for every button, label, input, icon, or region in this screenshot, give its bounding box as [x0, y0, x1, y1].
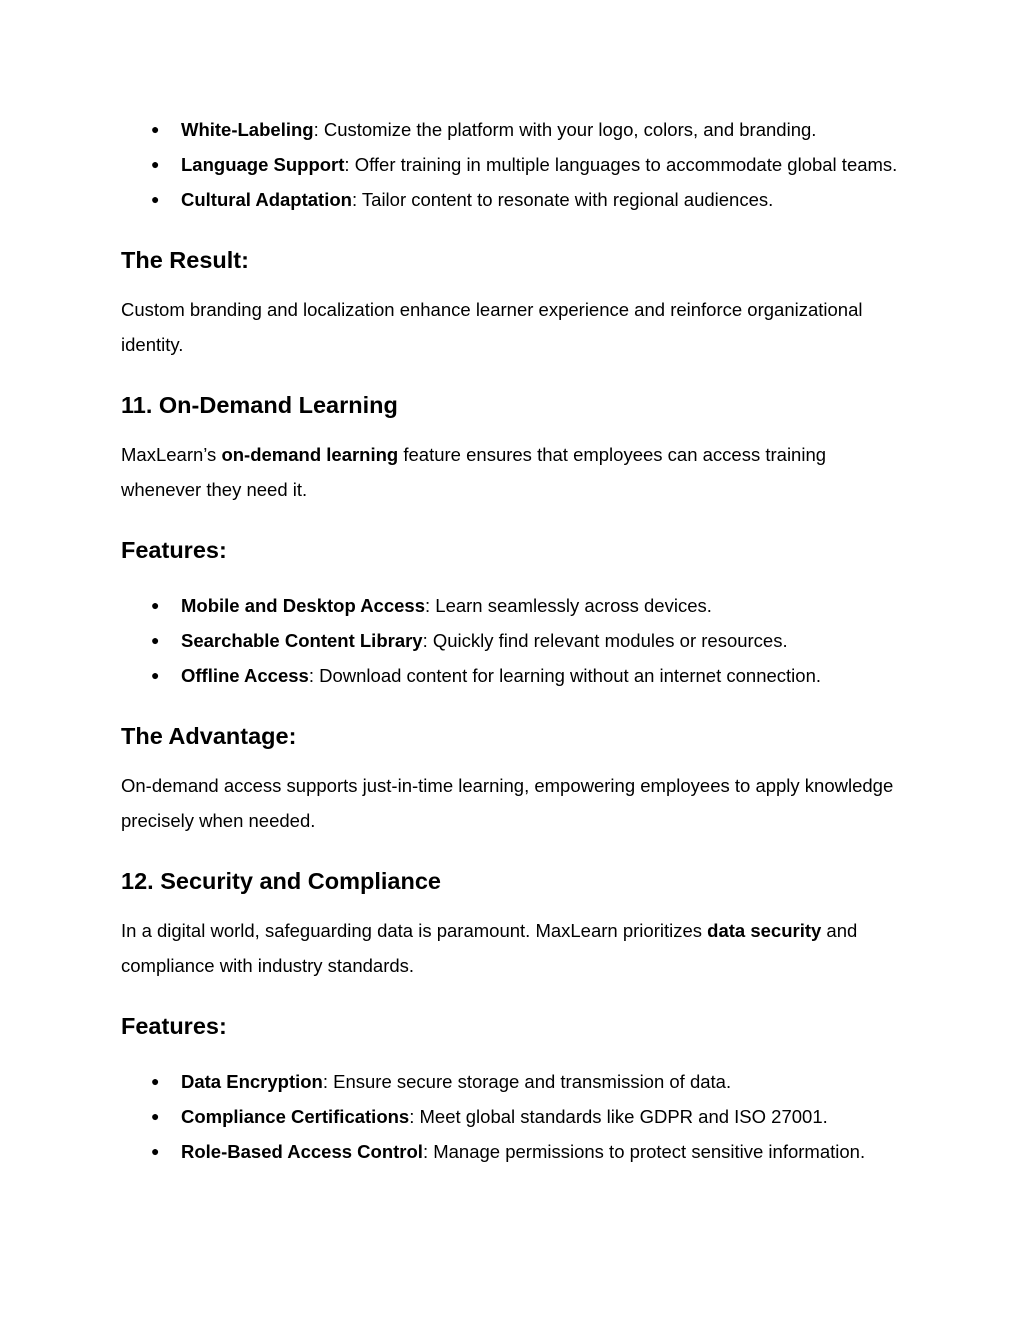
security-bold-term: data security	[707, 920, 822, 941]
bullet-icon: ●	[151, 597, 160, 613]
list-item	[121, 1099, 901, 1134]
features-heading: Features:	[121, 537, 227, 563]
list-item	[121, 1064, 901, 1099]
list-item	[121, 623, 901, 658]
list-item-desc: : Learn seamlessly across devices.	[425, 595, 712, 616]
security-feature-list	[121, 1064, 901, 1169]
list-item-desc: : Meet global standards like GDPR and ISO 27001.	[409, 1106, 828, 1127]
branding-feature-list	[121, 112, 901, 217]
security-heading: 12. Security and Compliance	[121, 868, 441, 894]
security-paragraph	[121, 913, 901, 983]
list-item-term: Searchable Content Library	[181, 630, 423, 651]
on-demand-text-start: MaxLearn’s	[121, 444, 222, 465]
list-item-term: Compliance Certifications	[181, 1106, 410, 1127]
list-item-desc: : Manage permissions to protect sensitive information.	[422, 1141, 866, 1162]
features-heading: Features:	[121, 1013, 227, 1039]
bullet-icon: ●	[151, 1073, 160, 1089]
document-page	[121, 112, 901, 1169]
list-item-term: Language Support	[181, 154, 345, 175]
list-item-term: Mobile and Desktop Access	[181, 595, 425, 616]
on-demand-feature-list	[121, 588, 901, 693]
on-demand-paragraph	[121, 437, 901, 507]
bullet-icon: ●	[151, 1143, 160, 1159]
list-item-term: Data Encryption	[181, 1071, 323, 1092]
list-item-term: White-Labeling	[181, 119, 314, 140]
security-text-start: In a digital world, safeguarding data is paramount. MaxLearn prioritizes	[121, 920, 708, 941]
list-item	[121, 1134, 901, 1169]
list-item	[121, 182, 901, 217]
list-item-term: Cultural Adaptation	[181, 189, 352, 210]
list-item	[121, 658, 901, 693]
bullet-icon: ●	[151, 121, 160, 137]
list-item-desc: : Customize the platform with your logo, colors, and branding.	[313, 119, 817, 140]
list-item-desc: : Tailor content to resonate with regional audiences.	[351, 189, 774, 210]
bullet-icon: ●	[151, 1108, 160, 1124]
list-item	[121, 147, 901, 182]
result-heading: The Result:	[121, 247, 249, 273]
list-item-desc: : Ensure secure storage and transmission of data.	[322, 1071, 732, 1092]
list-item-desc: : Offer training in multiple languages to accommodate global teams.	[344, 154, 898, 175]
list-item-term: Offline Access	[181, 665, 309, 686]
list-item-desc: : Download content for learning without an internet connection.	[308, 665, 821, 686]
result-paragraph: Custom branding and localization enhance learner experience and reinforce organizational identity.	[121, 299, 863, 355]
advantage-heading: The Advantage:	[121, 723, 297, 749]
list-item	[121, 112, 901, 147]
list-item-term: Role-Based Access Control	[181, 1141, 423, 1162]
list-item-desc: : Quickly find relevant modules or resources.	[422, 630, 788, 651]
security-text-end: and compliance with industry standards.	[121, 920, 858, 976]
bullet-icon: ●	[151, 632, 160, 648]
on-demand-heading: 11. On-Demand Learning	[121, 392, 398, 418]
advantage-paragraph: On-demand access supports just-in-time learning, empowering employees to apply knowledge precisely when needed.	[121, 775, 894, 831]
bullet-icon: ●	[151, 156, 160, 172]
list-item	[121, 588, 901, 623]
bullet-icon: ●	[151, 667, 160, 683]
bullet-icon: ●	[151, 191, 160, 207]
on-demand-text-end: feature ensures that employees can access training whenever they need it.	[121, 444, 827, 500]
on-demand-bold-term: on-demand learning	[221, 444, 399, 465]
